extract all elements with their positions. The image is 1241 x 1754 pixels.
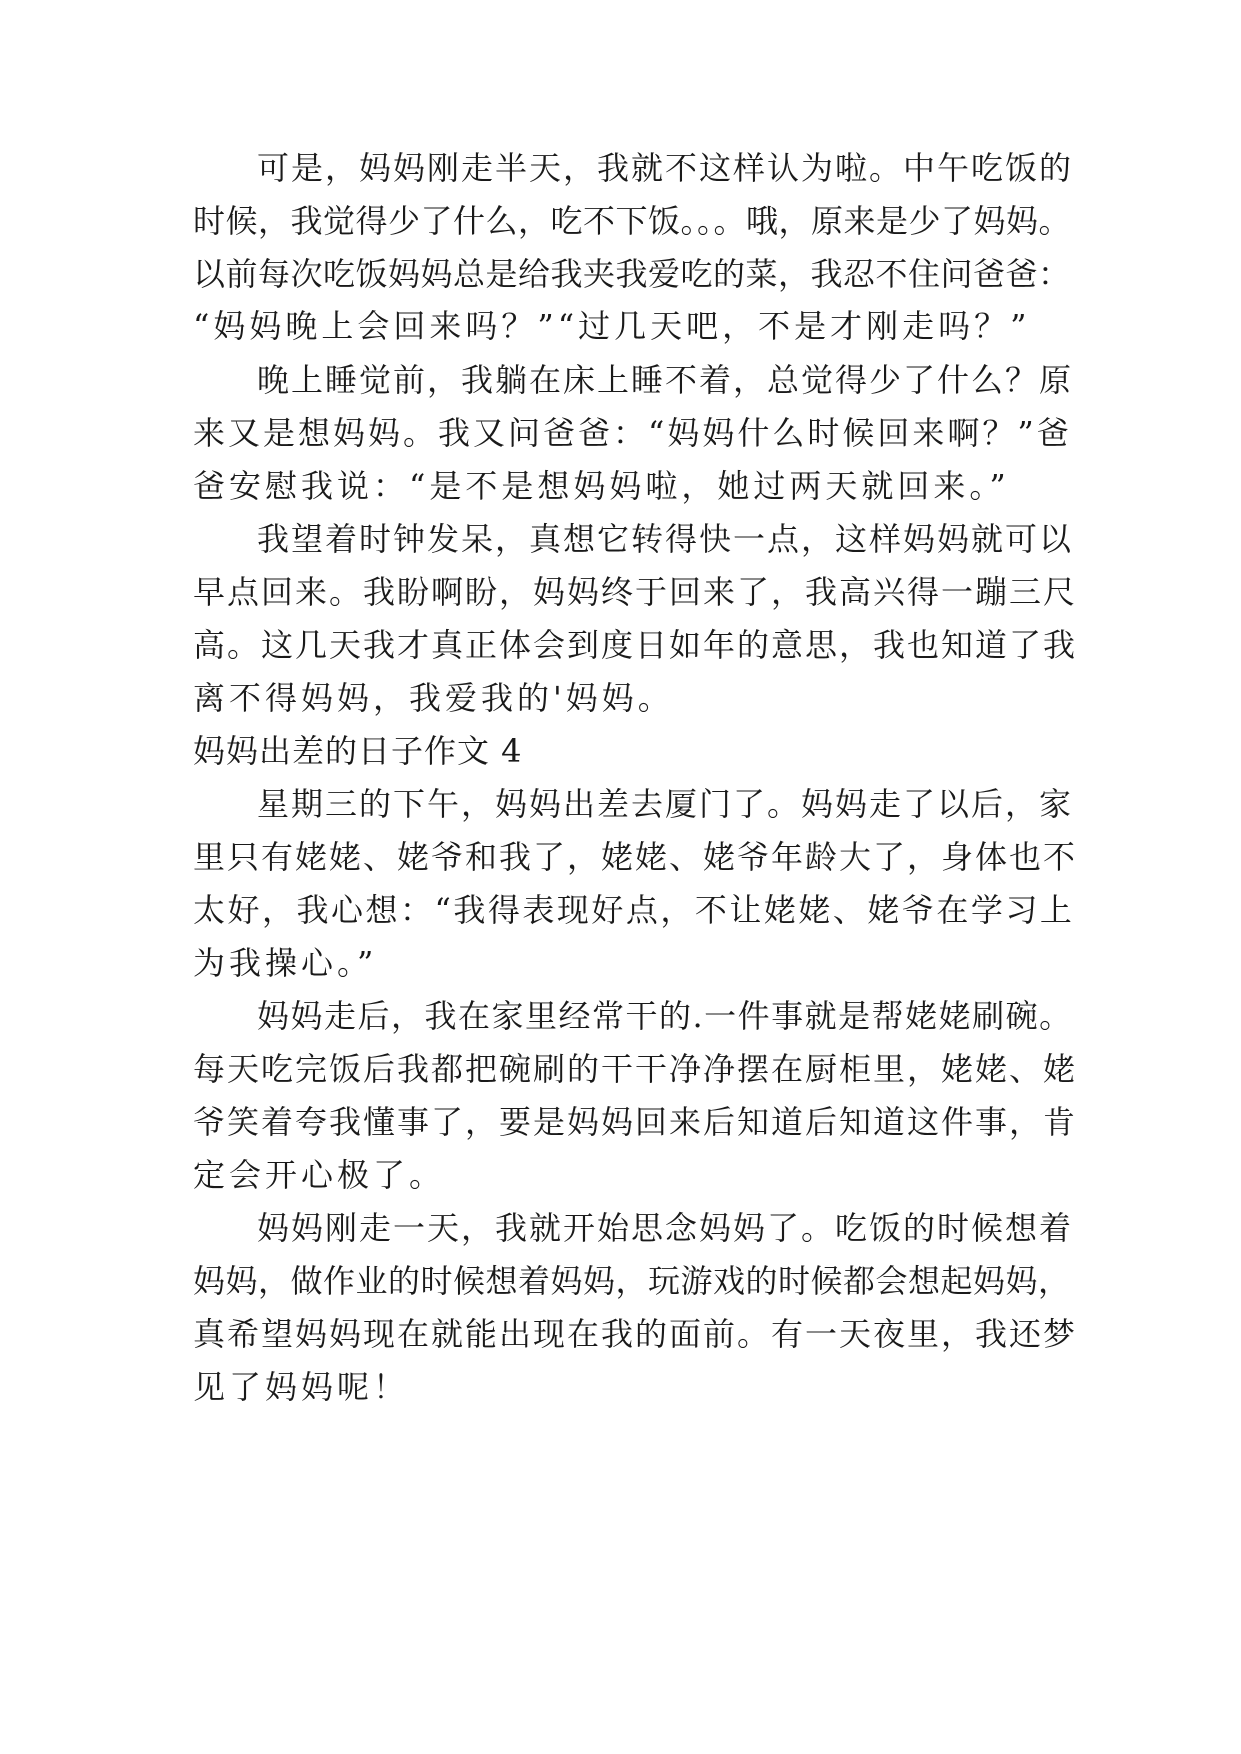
paragraph-line: 见了妈妈呢！ [193, 1368, 410, 1406]
section-heading: 妈妈出差的日子作文 4 [193, 732, 523, 770]
paragraph-line: 早点回来。我盼啊盼，妈妈终于回来了，我高兴得一蹦三尺 [193, 573, 1078, 611]
paragraph-line: 我望着时钟发呆，真想它转得快一点，这样妈妈就可以 [257, 520, 1074, 558]
paragraph-line: 以前每次吃饭妈妈总是给我夹我爱吃的菜，我忍不住问爸爸： [193, 255, 1071, 293]
paragraph-line: 来又是想妈妈。我又问爸爸：“妈妈什么时候回来啊？”爸 [193, 414, 1072, 452]
paragraph-line: 里只有姥姥、姥爷和我了，姥姥、姥爷年龄大了，身体也不 [193, 838, 1078, 876]
paragraph-line: 高。这几天我才真正体会到度日如年的意思，我也知道了我 [193, 626, 1078, 664]
paragraph-line: 星期三的下午，妈妈出差去厦门了。妈妈走了以后，家 [257, 785, 1074, 823]
paragraph-line: 每天吃完饭后我都把碗刷的干干净净摆在厨柜里，姥姥、姥 [193, 1050, 1078, 1088]
paragraph-line: 定会开心极了。 [193, 1156, 446, 1194]
paragraph-line: 妈妈走后，我在家里经常干的.一件事就是帮姥姥刷碗。 [257, 997, 1073, 1035]
paragraph-line: 妈妈刚走一天，我就开始思念妈妈了。吃饭的时候想着 [257, 1209, 1074, 1247]
paragraph-line: 为我操心。” [193, 944, 378, 982]
paragraph-line: 时候，我觉得少了什么，吃不下饭。。。哦，原来是少了妈妈。 [193, 202, 1072, 240]
paragraph-line: 太好，我心想：“我得表现好点，不让姥姥、姥爷在学习上 [193, 891, 1075, 929]
paragraph-line: “妈妈晚上会回来吗？”“过几天吧，不是才刚走吗？” [193, 307, 1031, 345]
paragraph-line: 可是，妈妈刚走半天，我就不这样认为啦。中午吃饭的 [257, 149, 1074, 187]
paragraph-line: 爸安慰我说：“是不是想妈妈啦，她过两天就回来。” [193, 467, 1010, 505]
paragraph-line: 真希望妈妈现在就能出现在我的面前。有一天夜里，我还梦 [193, 1315, 1078, 1353]
paragraph-line: 离不得妈妈，我爱我的'妈妈。 [193, 679, 674, 717]
paragraph-line: 晚上睡觉前，我躺在床上睡不着，总觉得少了什么？原 [257, 361, 1074, 399]
paragraph-line: 爷笑着夸我懂事了，要是妈妈回来后知道后知道这件事，肯 [193, 1103, 1078, 1141]
paragraph-line: 妈妈，做作业的时候想着妈妈，玩游戏的时候都会想起妈妈， [193, 1262, 1071, 1300]
